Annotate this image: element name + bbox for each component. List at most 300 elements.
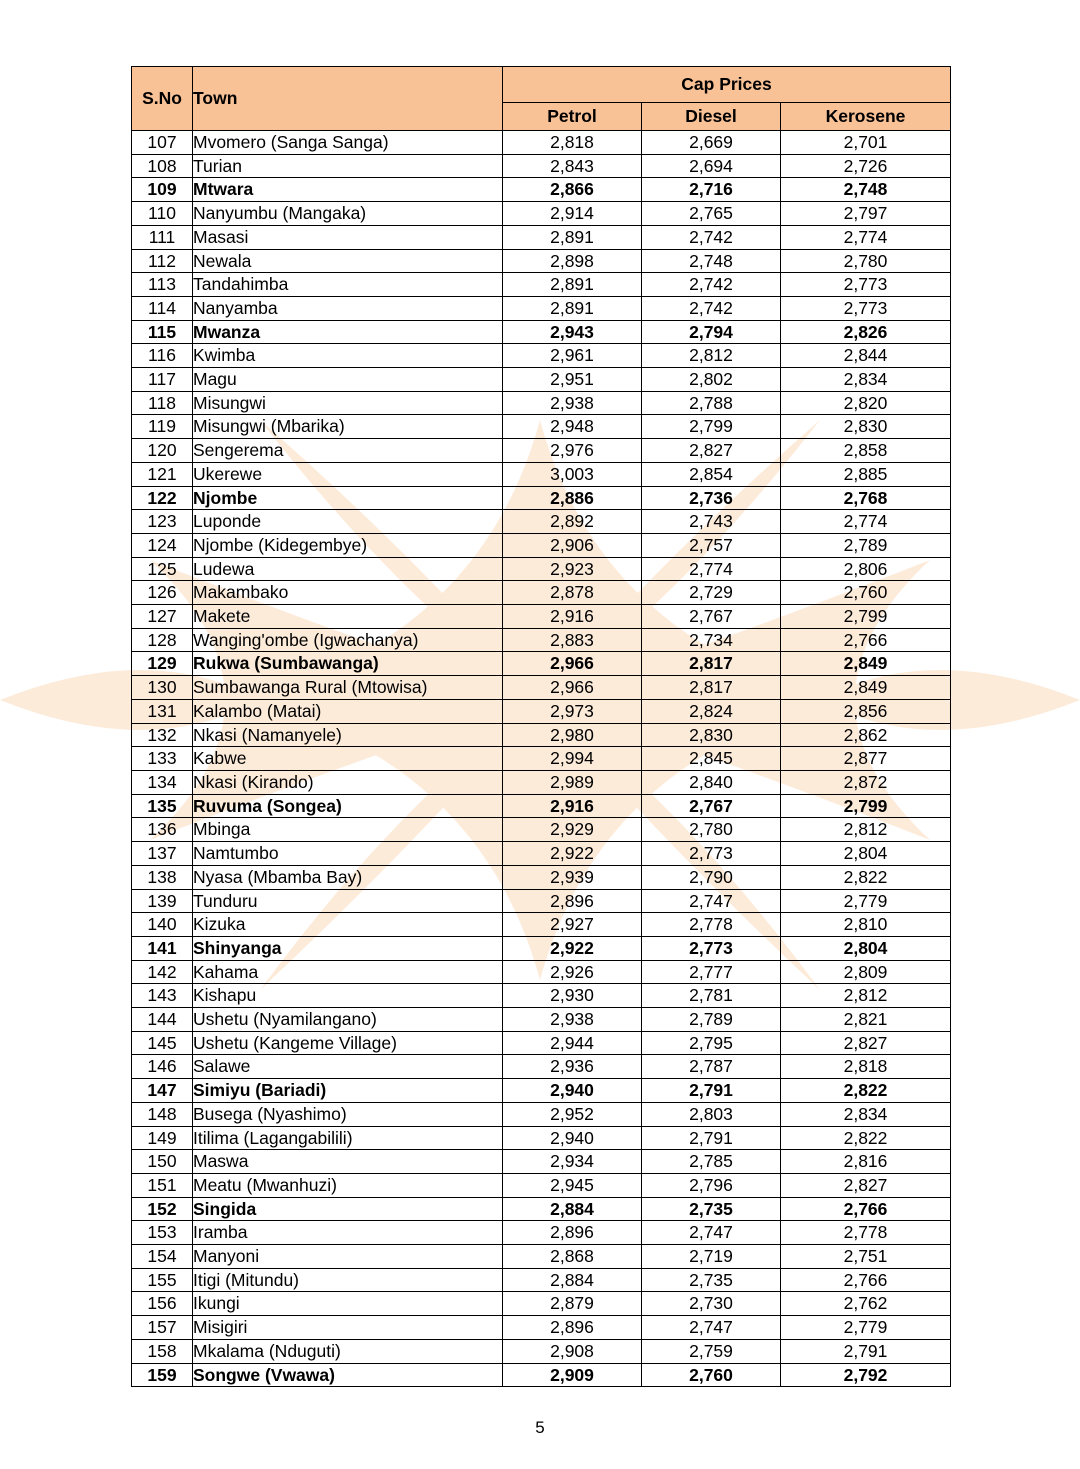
table-row bbox=[132, 889, 951, 913]
table-row bbox=[132, 794, 951, 818]
table-row bbox=[132, 225, 951, 249]
kerosene-cell: 2,858 bbox=[781, 439, 951, 463]
sno-cell: 141 bbox=[132, 936, 193, 960]
sno-cell: 151 bbox=[132, 1173, 193, 1197]
town-cell: Nkasi (Namanyele) bbox=[193, 723, 503, 747]
diesel-cell: 2,748 bbox=[642, 249, 781, 273]
sno-cell: 155 bbox=[132, 1268, 193, 1292]
sno-cell: 142 bbox=[132, 960, 193, 984]
table-row bbox=[132, 344, 951, 368]
petrol-cell: 2,896 bbox=[503, 1316, 642, 1340]
table-row bbox=[132, 391, 951, 415]
diesel-cell: 2,734 bbox=[642, 628, 781, 652]
petrol-cell: 2,868 bbox=[503, 1245, 642, 1269]
diesel-cell: 2,730 bbox=[642, 1292, 781, 1316]
table-row bbox=[132, 1079, 951, 1103]
petrol-cell: 2,934 bbox=[503, 1150, 642, 1174]
sno-cell: 109 bbox=[132, 178, 193, 202]
kerosene-cell: 2,791 bbox=[781, 1339, 951, 1363]
sno-cell: 126 bbox=[132, 581, 193, 605]
sno-cell: 127 bbox=[132, 605, 193, 629]
diesel-cell: 2,669 bbox=[642, 131, 781, 155]
table-row bbox=[132, 462, 951, 486]
table-row bbox=[132, 984, 951, 1008]
diesel-cell: 2,778 bbox=[642, 913, 781, 937]
petrol-cell: 2,966 bbox=[503, 652, 642, 676]
town-cell: Salawe bbox=[193, 1055, 503, 1079]
header-row-top bbox=[132, 67, 951, 103]
petrol-cell: 2,927 bbox=[503, 913, 642, 937]
table-row bbox=[132, 1031, 951, 1055]
town-cell: Ruvuma (Songea) bbox=[193, 794, 503, 818]
diesel-cell: 2,817 bbox=[642, 676, 781, 700]
table-row bbox=[132, 178, 951, 202]
diesel-cell: 2,799 bbox=[642, 415, 781, 439]
town-cell: Turian bbox=[193, 154, 503, 178]
kerosene-cell: 2,726 bbox=[781, 154, 951, 178]
kerosene-cell: 2,809 bbox=[781, 960, 951, 984]
sno-cell: 148 bbox=[132, 1102, 193, 1126]
diesel-cell: 2,812 bbox=[642, 344, 781, 368]
diesel-cell: 2,735 bbox=[642, 1268, 781, 1292]
table-row bbox=[132, 296, 951, 320]
petrol-cell: 2,891 bbox=[503, 225, 642, 249]
kerosene-cell: 2,804 bbox=[781, 842, 951, 866]
kerosene-cell: 2,792 bbox=[781, 1363, 951, 1387]
sno-cell: 149 bbox=[132, 1126, 193, 1150]
petrol-cell: 2,930 bbox=[503, 984, 642, 1008]
table-row bbox=[132, 320, 951, 344]
petrol-cell: 2,922 bbox=[503, 842, 642, 866]
kerosene-cell: 2,844 bbox=[781, 344, 951, 368]
petrol-cell: 2,973 bbox=[503, 699, 642, 723]
petrol-cell: 2,891 bbox=[503, 273, 642, 297]
table-row bbox=[132, 936, 951, 960]
diesel-cell: 2,854 bbox=[642, 462, 781, 486]
diesel-cell: 2,759 bbox=[642, 1339, 781, 1363]
petrol-cell: 2,943 bbox=[503, 320, 642, 344]
petrol-cell: 2,878 bbox=[503, 581, 642, 605]
sno-cell: 114 bbox=[132, 296, 193, 320]
sno-cell: 159 bbox=[132, 1363, 193, 1387]
kerosene-cell: 2,827 bbox=[781, 1173, 951, 1197]
town-cell: Nanyamba bbox=[193, 296, 503, 320]
sno-cell: 121 bbox=[132, 462, 193, 486]
petrol-cell: 2,945 bbox=[503, 1173, 642, 1197]
kerosene-cell: 2,827 bbox=[781, 1031, 951, 1055]
diesel-cell: 2,742 bbox=[642, 225, 781, 249]
sno-cell: 130 bbox=[132, 676, 193, 700]
table-row bbox=[132, 913, 951, 937]
town-cell: Maswa bbox=[193, 1150, 503, 1174]
petrol-cell: 2,896 bbox=[503, 1221, 642, 1245]
table-row bbox=[132, 557, 951, 581]
petrol-cell: 2,886 bbox=[503, 486, 642, 510]
kerosene-cell: 2,821 bbox=[781, 1008, 951, 1032]
diesel-cell: 2,773 bbox=[642, 936, 781, 960]
petrol-cell: 2,980 bbox=[503, 723, 642, 747]
sno-cell: 125 bbox=[132, 557, 193, 581]
petrol-cell: 2,909 bbox=[503, 1363, 642, 1387]
kerosene-cell: 2,779 bbox=[781, 889, 951, 913]
petrol-cell: 2,818 bbox=[503, 131, 642, 155]
sno-cell: 137 bbox=[132, 842, 193, 866]
table-row bbox=[132, 1197, 951, 1221]
diesel-cell: 2,760 bbox=[642, 1363, 781, 1387]
town-cell: Mwanza bbox=[193, 320, 503, 344]
sno-cell: 118 bbox=[132, 391, 193, 415]
town-cell: Busega (Nyashimo) bbox=[193, 1102, 503, 1126]
town-cell: Misungwi (Mbarika) bbox=[193, 415, 503, 439]
diesel-cell: 2,788 bbox=[642, 391, 781, 415]
table-row bbox=[132, 510, 951, 534]
petrol-cell: 2,866 bbox=[503, 178, 642, 202]
kerosene-cell: 2,812 bbox=[781, 984, 951, 1008]
table-row bbox=[132, 818, 951, 842]
diesel-cell: 2,719 bbox=[642, 1245, 781, 1269]
sno-cell: 124 bbox=[132, 533, 193, 557]
petrol-cell: 2,939 bbox=[503, 865, 642, 889]
town-cell: Mtwara bbox=[193, 178, 503, 202]
kerosene-cell: 2,818 bbox=[781, 1055, 951, 1079]
diesel-cell: 2,780 bbox=[642, 818, 781, 842]
diesel-cell: 2,773 bbox=[642, 842, 781, 866]
town-cell: Ushetu (Nyamilangano) bbox=[193, 1008, 503, 1032]
table-row bbox=[132, 1316, 951, 1340]
diesel-cell: 2,824 bbox=[642, 699, 781, 723]
diesel-cell: 2,774 bbox=[642, 557, 781, 581]
diesel-cell: 2,802 bbox=[642, 368, 781, 392]
town-cell: Kabwe bbox=[193, 747, 503, 771]
petrol-cell: 2,923 bbox=[503, 557, 642, 581]
table-row bbox=[132, 1173, 951, 1197]
town-cell: Misungwi bbox=[193, 391, 503, 415]
kerosene-cell: 2,826 bbox=[781, 320, 951, 344]
table-row bbox=[132, 486, 951, 510]
town-cell: Rukwa (Sumbawanga) bbox=[193, 652, 503, 676]
diesel-cell: 2,743 bbox=[642, 510, 781, 534]
diesel-cell: 2,777 bbox=[642, 960, 781, 984]
diesel-cell: 2,790 bbox=[642, 865, 781, 889]
petrol-cell: 2,916 bbox=[503, 605, 642, 629]
town-cell: Kishapu bbox=[193, 984, 503, 1008]
petrol-cell: 2,938 bbox=[503, 1008, 642, 1032]
sno-cell: 139 bbox=[132, 889, 193, 913]
town-cell: Tunduru bbox=[193, 889, 503, 913]
town-cell: Kizuka bbox=[193, 913, 503, 937]
kerosene-cell: 2,822 bbox=[781, 1079, 951, 1103]
town-cell: Itigi (Mitundu) bbox=[193, 1268, 503, 1292]
kerosene-cell: 2,762 bbox=[781, 1292, 951, 1316]
diesel-header: Diesel bbox=[642, 103, 781, 131]
petrol-cell: 2,926 bbox=[503, 960, 642, 984]
kerosene-cell: 2,810 bbox=[781, 913, 951, 937]
table-row bbox=[132, 368, 951, 392]
kerosene-cell: 2,766 bbox=[781, 1268, 951, 1292]
diesel-cell: 2,845 bbox=[642, 747, 781, 771]
kerosene-cell: 2,797 bbox=[781, 202, 951, 226]
diesel-cell: 2,757 bbox=[642, 533, 781, 557]
table-row bbox=[132, 1339, 951, 1363]
table-row bbox=[132, 605, 951, 629]
sno-cell: 143 bbox=[132, 984, 193, 1008]
town-cell: Ukerewe bbox=[193, 462, 503, 486]
table-row bbox=[132, 202, 951, 226]
diesel-cell: 2,803 bbox=[642, 1102, 781, 1126]
petrol-cell: 2,948 bbox=[503, 415, 642, 439]
sno-cell: 120 bbox=[132, 439, 193, 463]
town-header: Town bbox=[193, 67, 503, 131]
town-cell: Iramba bbox=[193, 1221, 503, 1245]
table-row bbox=[132, 842, 951, 866]
table-row bbox=[132, 273, 951, 297]
kerosene-cell: 2,766 bbox=[781, 628, 951, 652]
town-cell: Masasi bbox=[193, 225, 503, 249]
table-row bbox=[132, 1221, 951, 1245]
kerosene-cell: 2,877 bbox=[781, 747, 951, 771]
kerosene-cell: 2,806 bbox=[781, 557, 951, 581]
kerosene-cell: 2,799 bbox=[781, 605, 951, 629]
petrol-cell: 2,879 bbox=[503, 1292, 642, 1316]
diesel-cell: 2,742 bbox=[642, 273, 781, 297]
kerosene-cell: 2,862 bbox=[781, 723, 951, 747]
kerosene-cell: 2,822 bbox=[781, 1126, 951, 1150]
diesel-cell: 2,735 bbox=[642, 1197, 781, 1221]
petrol-cell: 2,994 bbox=[503, 747, 642, 771]
sno-cell: 113 bbox=[132, 273, 193, 297]
kerosene-cell: 2,872 bbox=[781, 770, 951, 794]
table-row bbox=[132, 1008, 951, 1032]
sno-cell: 131 bbox=[132, 699, 193, 723]
town-cell: Shinyanga bbox=[193, 936, 503, 960]
town-cell: Njombe bbox=[193, 486, 503, 510]
petrol-cell: 2,929 bbox=[503, 818, 642, 842]
town-cell: Wanging'ombe (Igwachanya) bbox=[193, 628, 503, 652]
table-row bbox=[132, 1102, 951, 1126]
petrol-cell: 2,952 bbox=[503, 1102, 642, 1126]
town-cell: Magu bbox=[193, 368, 503, 392]
town-cell: Simiyu (Bariadi) bbox=[193, 1079, 503, 1103]
kerosene-cell: 2,760 bbox=[781, 581, 951, 605]
kerosene-cell: 2,773 bbox=[781, 273, 951, 297]
cap-prices-header: Cap Prices bbox=[503, 67, 951, 103]
diesel-cell: 2,765 bbox=[642, 202, 781, 226]
table-row bbox=[132, 1363, 951, 1387]
kerosene-cell: 2,778 bbox=[781, 1221, 951, 1245]
diesel-cell: 2,729 bbox=[642, 581, 781, 605]
town-cell: Misigiri bbox=[193, 1316, 503, 1340]
kerosene-cell: 2,779 bbox=[781, 1316, 951, 1340]
town-cell: Songwe (Vwawa) bbox=[193, 1363, 503, 1387]
sno-cell: 157 bbox=[132, 1316, 193, 1340]
diesel-cell: 2,796 bbox=[642, 1173, 781, 1197]
petrol-cell: 2,966 bbox=[503, 676, 642, 700]
petrol-cell: 2,936 bbox=[503, 1055, 642, 1079]
sno-cell: 129 bbox=[132, 652, 193, 676]
kerosene-cell: 2,804 bbox=[781, 936, 951, 960]
sno-cell: 133 bbox=[132, 747, 193, 771]
table-row bbox=[132, 415, 951, 439]
sno-cell: 108 bbox=[132, 154, 193, 178]
kerosene-cell: 2,849 bbox=[781, 652, 951, 676]
table-row bbox=[132, 628, 951, 652]
sno-cell: 110 bbox=[132, 202, 193, 226]
kerosene-cell: 2,780 bbox=[781, 249, 951, 273]
petrol-cell: 2,896 bbox=[503, 889, 642, 913]
sno-cell: 123 bbox=[132, 510, 193, 534]
sno-cell: 150 bbox=[132, 1150, 193, 1174]
diesel-cell: 2,781 bbox=[642, 984, 781, 1008]
sno-cell: 140 bbox=[132, 913, 193, 937]
sno-cell: 144 bbox=[132, 1008, 193, 1032]
table-row bbox=[132, 865, 951, 889]
petrol-cell: 3,003 bbox=[503, 462, 642, 486]
table-row bbox=[132, 154, 951, 178]
sno-cell: 111 bbox=[132, 225, 193, 249]
table-row bbox=[132, 581, 951, 605]
kerosene-cell: 2,774 bbox=[781, 225, 951, 249]
petrol-cell: 2,884 bbox=[503, 1197, 642, 1221]
table-row bbox=[132, 1126, 951, 1150]
table-row bbox=[132, 960, 951, 984]
kerosene-cell: 2,834 bbox=[781, 1102, 951, 1126]
kerosene-cell: 2,830 bbox=[781, 415, 951, 439]
kerosene-header: Kerosene bbox=[781, 103, 951, 131]
table-row bbox=[132, 676, 951, 700]
diesel-cell: 2,767 bbox=[642, 794, 781, 818]
town-cell: Sengerema bbox=[193, 439, 503, 463]
sno-cell: 116 bbox=[132, 344, 193, 368]
town-cell: Njombe (Kidegembye) bbox=[193, 533, 503, 557]
diesel-cell: 2,840 bbox=[642, 770, 781, 794]
petrol-cell: 2,944 bbox=[503, 1031, 642, 1055]
kerosene-cell: 2,774 bbox=[781, 510, 951, 534]
petrol-cell: 2,940 bbox=[503, 1079, 642, 1103]
diesel-cell: 2,742 bbox=[642, 296, 781, 320]
sno-cell: 107 bbox=[132, 131, 193, 155]
diesel-cell: 2,785 bbox=[642, 1150, 781, 1174]
diesel-cell: 2,694 bbox=[642, 154, 781, 178]
sno-cell: 152 bbox=[132, 1197, 193, 1221]
table-row bbox=[132, 533, 951, 557]
town-cell: Singida bbox=[193, 1197, 503, 1221]
diesel-cell: 2,767 bbox=[642, 605, 781, 629]
table-body bbox=[132, 131, 951, 1387]
kerosene-cell: 2,748 bbox=[781, 178, 951, 202]
diesel-cell: 2,791 bbox=[642, 1079, 781, 1103]
petrol-cell: 2,883 bbox=[503, 628, 642, 652]
sno-cell: 146 bbox=[132, 1055, 193, 1079]
town-cell: Mkalama (Nduguti) bbox=[193, 1339, 503, 1363]
petrol-cell: 2,898 bbox=[503, 249, 642, 273]
kerosene-cell: 2,799 bbox=[781, 794, 951, 818]
kerosene-cell: 2,701 bbox=[781, 131, 951, 155]
table-row bbox=[132, 747, 951, 771]
diesel-cell: 2,747 bbox=[642, 1221, 781, 1245]
town-cell: Makambako bbox=[193, 581, 503, 605]
diesel-cell: 2,716 bbox=[642, 178, 781, 202]
town-cell: Nkasi (Kirando) bbox=[193, 770, 503, 794]
diesel-cell: 2,736 bbox=[642, 486, 781, 510]
kerosene-cell: 2,856 bbox=[781, 699, 951, 723]
town-cell: Kalambo (Matai) bbox=[193, 699, 503, 723]
diesel-cell: 2,747 bbox=[642, 1316, 781, 1340]
town-cell: Ludewa bbox=[193, 557, 503, 581]
town-cell: Sumbawanga Rural (Mtowisa) bbox=[193, 676, 503, 700]
sno-cell: 117 bbox=[132, 368, 193, 392]
table-row bbox=[132, 131, 951, 155]
sno-cell: 115 bbox=[132, 320, 193, 344]
petrol-cell: 2,906 bbox=[503, 533, 642, 557]
town-cell: Kwimba bbox=[193, 344, 503, 368]
kerosene-cell: 2,885 bbox=[781, 462, 951, 486]
table-row bbox=[132, 723, 951, 747]
sno-cell: 122 bbox=[132, 486, 193, 510]
sno-cell: 132 bbox=[132, 723, 193, 747]
diesel-cell: 2,787 bbox=[642, 1055, 781, 1079]
petrol-cell: 2,989 bbox=[503, 770, 642, 794]
diesel-cell: 2,791 bbox=[642, 1126, 781, 1150]
table-row bbox=[132, 1268, 951, 1292]
town-cell: Nyasa (Mbamba Bay) bbox=[193, 865, 503, 889]
town-cell: Tandahimba bbox=[193, 273, 503, 297]
town-cell: Nanyumbu (Mangaka) bbox=[193, 202, 503, 226]
kerosene-cell: 2,812 bbox=[781, 818, 951, 842]
kerosene-cell: 2,751 bbox=[781, 1245, 951, 1269]
town-cell: Ushetu (Kangeme Village) bbox=[193, 1031, 503, 1055]
cap-prices-table bbox=[131, 66, 951, 1387]
sno-cell: 153 bbox=[132, 1221, 193, 1245]
petrol-cell: 2,892 bbox=[503, 510, 642, 534]
petrol-cell: 2,940 bbox=[503, 1126, 642, 1150]
kerosene-cell: 2,816 bbox=[781, 1150, 951, 1174]
kerosene-cell: 2,822 bbox=[781, 865, 951, 889]
town-cell: Kahama bbox=[193, 960, 503, 984]
town-cell: Mbinga bbox=[193, 818, 503, 842]
town-cell: Itilima (Lagangabilili) bbox=[193, 1126, 503, 1150]
sno-cell: 136 bbox=[132, 818, 193, 842]
kerosene-cell: 2,768 bbox=[781, 486, 951, 510]
petrol-cell: 2,951 bbox=[503, 368, 642, 392]
sno-cell: 128 bbox=[132, 628, 193, 652]
town-cell: Newala bbox=[193, 249, 503, 273]
town-cell: Makete bbox=[193, 605, 503, 629]
kerosene-cell: 2,820 bbox=[781, 391, 951, 415]
town-cell: Luponde bbox=[193, 510, 503, 534]
table-row bbox=[132, 1245, 951, 1269]
table-row bbox=[132, 1292, 951, 1316]
table-row bbox=[132, 1055, 951, 1079]
petrol-header: Petrol bbox=[503, 103, 642, 131]
petrol-cell: 2,884 bbox=[503, 1268, 642, 1292]
diesel-cell: 2,789 bbox=[642, 1008, 781, 1032]
petrol-cell: 2,961 bbox=[503, 344, 642, 368]
sno-cell: 156 bbox=[132, 1292, 193, 1316]
petrol-cell: 2,922 bbox=[503, 936, 642, 960]
diesel-cell: 2,747 bbox=[642, 889, 781, 913]
diesel-cell: 2,830 bbox=[642, 723, 781, 747]
table-row bbox=[132, 249, 951, 273]
diesel-cell: 2,817 bbox=[642, 652, 781, 676]
cap-prices-table-container bbox=[131, 66, 950, 1387]
sno-cell: 145 bbox=[132, 1031, 193, 1055]
petrol-cell: 2,938 bbox=[503, 391, 642, 415]
petrol-cell: 2,843 bbox=[503, 154, 642, 178]
sno-header: S.No bbox=[132, 67, 193, 131]
kerosene-cell: 2,789 bbox=[781, 533, 951, 557]
petrol-cell: 2,976 bbox=[503, 439, 642, 463]
kerosene-cell: 2,849 bbox=[781, 676, 951, 700]
